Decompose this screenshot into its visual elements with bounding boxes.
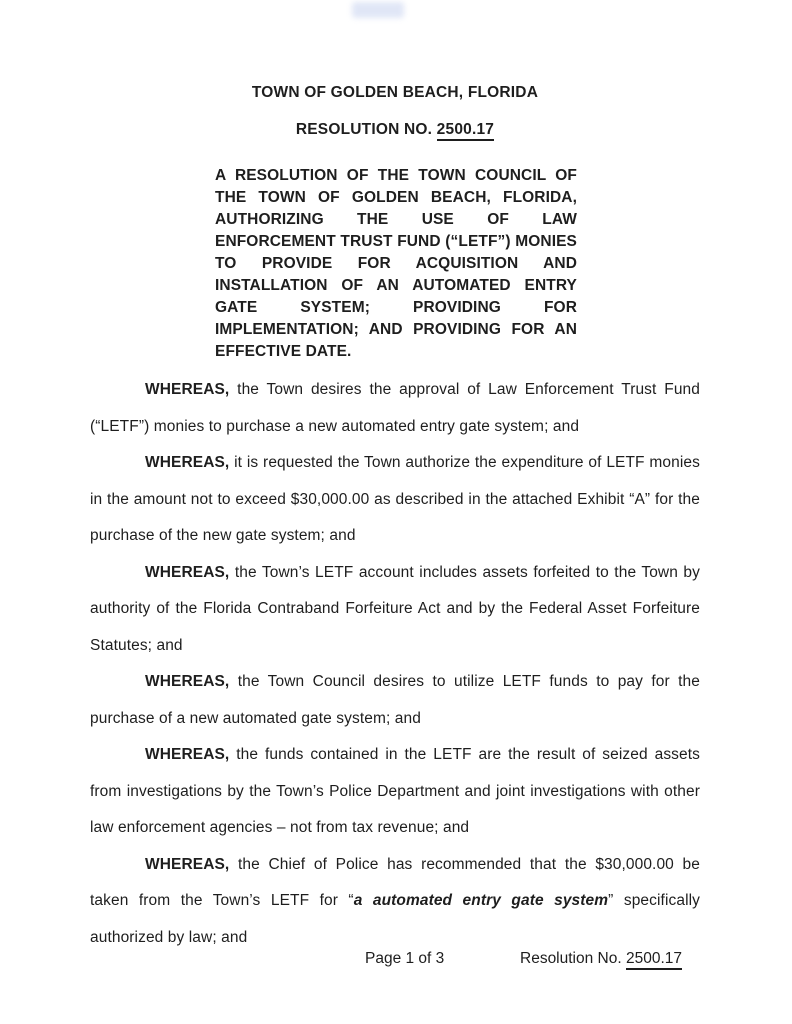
- page-footer: [0, 950, 792, 974]
- footer-resolution-ref: [520, 950, 682, 968]
- paragraph: WHEREAS, the Town desires the approval of Law Enforcement Trust Fund (“LETF”) monies to purchase a new automated entry gate system; and: [90, 381, 700, 435]
- document-org-title: TOWN OF GOLDEN BEACH, FLORIDA: [251, 84, 539, 101]
- paragraph: WHEREAS, the Chief of Police has recommended that the $30,000.00 be taken from the Town’s LETF for “a automated entry gate system” specifically authorized by law; and: [90, 855, 701, 946]
- footer-resolution-label: Resolution No.: [520, 950, 626, 967]
- paragraph: WHEREAS, the Town’s LETF account includes assets forfeited to the Town by authority of the Florida Contraband Forfeiture Act and by the Federal Asset Forfeiture Statutes; and: [90, 563, 700, 654]
- paragraph: WHEREAS, the Town Council desires to utilize LETF funds to pay for the purchase of a new automated gate system; and: [90, 673, 700, 727]
- resolution-number: 2500.17: [437, 121, 494, 141]
- footer-resolution-number: 2500.17: [626, 950, 682, 970]
- page-number: Page 1 of 3: [365, 950, 445, 967]
- resolution-title-block: A RESOLUTION OF THE TOWN COUNCIL OF THE TOWN OF GOLDEN BEACH, FLORIDA, AUTHORIZING THE USE OF LAW ENFORCEMENT TRUST FUND (“LETF”) MONIES TO PROVIDE FOR ACQUISITION AND INSTALLATION OF AN AUTOMATED ENTRY GATE SYSTEM; PROVIDING FOR IMPLEMENTATION; AND PROVIDING FOR AN EFFECTIVE DATE.: [215, 167, 577, 360]
- scan-artifact-smudge: [352, 2, 404, 18]
- resolution-number-heading: [90, 121, 700, 139]
- body-paragraphs: [90, 372, 700, 956]
- paragraph: WHEREAS, the funds contained in the LETF are the result of seized assets from investigations by the Town’s Police Department and joint investigations with other law enforcement agencies – not from tax revenue; and: [90, 746, 700, 836]
- resolution-label: RESOLUTION NO.: [295, 121, 437, 138]
- paragraph: WHEREAS, it is requested the Town authorize the expenditure of LETF monies in the amount not to exceed $30,000.00 as described in the attached Exhibit “A” for the purchase of the new gate system; and: [90, 454, 700, 544]
